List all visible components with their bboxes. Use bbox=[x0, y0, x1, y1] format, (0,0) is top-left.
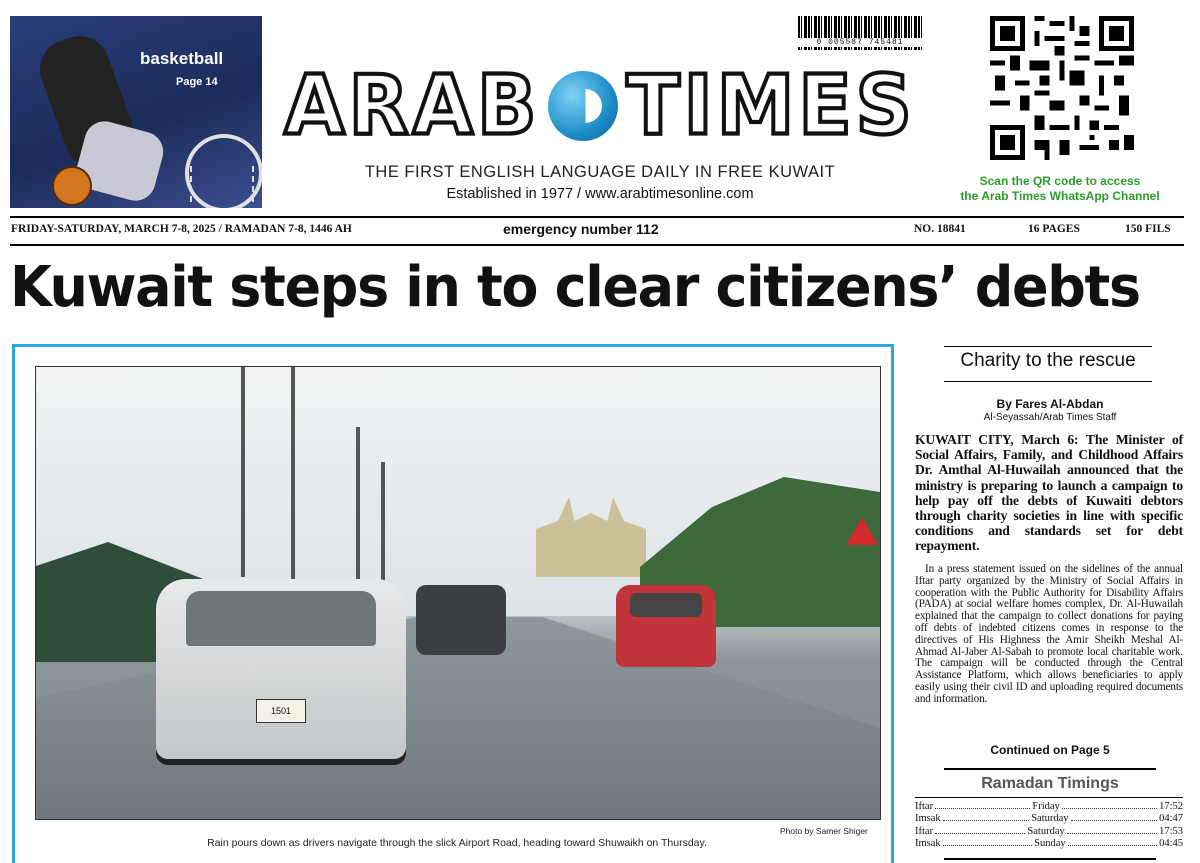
promo-title: basketball bbox=[140, 49, 224, 68]
issue-number: NO. 18841 bbox=[914, 223, 966, 235]
continued-link[interactable]: Continued on Page 5 bbox=[990, 743, 1110, 757]
red-car-image bbox=[616, 585, 716, 667]
established-line: Established in 1977 / www.arabtimesonline.com bbox=[446, 186, 754, 202]
timing-row bbox=[915, 826, 1183, 838]
article-body: In a press statement issued on the sidelines of the annual Iftar party organized by the Ministry of Social Affairs in cooperation with the Public Authority for Disability Affairs (PADA) at social welfare homes complex, Dr. Al-Huwailah explained that the campaign to collect donations for paying off debts of indebted citizens comes in response to the directives of His Highness the Amir Sheikh Meshal Al-Ahmad Al-Jaber Al-Sabah to promote local charitable work. The campaign will be conducted through the Central Assistance Platform, which allows beneficiaries to apply easily using their civil ID and uploading required documents and information. bbox=[915, 563, 1183, 705]
issue-date: FRIDAY-SATURDAY, MARCH 7-8, 2025 / RAMADAN 7-8, 1446 AH bbox=[11, 223, 352, 235]
article-byline: By Fares Al-Abdan bbox=[996, 397, 1104, 411]
timing-label: Imsak bbox=[915, 813, 941, 825]
masthead-word-arab: ARAB bbox=[284, 58, 541, 154]
tagline: THE FIRST ENGLISH LANGUAGE DAILY IN FREE KUWAIT bbox=[364, 163, 836, 181]
silver-car-image bbox=[156, 579, 406, 759]
basketball-icon bbox=[52, 166, 92, 206]
light-pole bbox=[356, 427, 360, 587]
timing-label: Imsak bbox=[915, 837, 941, 849]
timing-label: Iftar bbox=[915, 825, 934, 837]
qr-caption-line2: the Arab Times WhatsApp Channel bbox=[960, 189, 1160, 203]
emergency-number: emergency number 112 bbox=[503, 221, 659, 237]
timing-time: 17:53 bbox=[1159, 825, 1184, 837]
main-headline[interactable]: Kuwait steps in to clear citizens’ debts bbox=[10, 255, 1140, 320]
warning-sign-icon bbox=[846, 517, 878, 545]
masthead-word-times: TIMES bbox=[626, 58, 916, 154]
car-window bbox=[186, 591, 376, 646]
promo-page: Page 14 bbox=[176, 76, 218, 88]
light-pole bbox=[291, 367, 295, 582]
article-kicker[interactable]: Charity to the rescue bbox=[960, 350, 1136, 371]
price: 150 FILS bbox=[1125, 223, 1171, 235]
ramadan-timings-title: Ramadan Timings bbox=[981, 775, 1119, 792]
timing-day: Saturday bbox=[1031, 813, 1069, 825]
timing-time: 04:45 bbox=[1159, 837, 1183, 849]
date-bar bbox=[10, 216, 1184, 246]
timing-time: 04:47 bbox=[1159, 813, 1184, 825]
car-window bbox=[630, 593, 702, 617]
timing-row bbox=[915, 838, 1183, 850]
divider bbox=[915, 797, 1183, 798]
net-icon bbox=[190, 166, 254, 202]
timing-time: 17:52 bbox=[1159, 801, 1184, 812]
timing-label: Iftar bbox=[915, 801, 934, 812]
timing-day: Saturday bbox=[1027, 825, 1065, 837]
qr-caption-line1: Scan the QR code to access bbox=[979, 174, 1141, 188]
timing-row bbox=[915, 801, 1183, 813]
sports-promo[interactable] bbox=[10, 16, 262, 208]
barcode-number: 0 005587 745481 bbox=[790, 38, 930, 47]
photo-caption: Rain pours down as drivers navigate through the slick Airport Road, heading toward Shuwaikh on Thursday. bbox=[207, 837, 707, 849]
photo-credit: Photo by Samer Shiger bbox=[780, 826, 868, 836]
light-pole bbox=[241, 367, 245, 577]
globe-icon bbox=[548, 71, 618, 141]
page-count: 16 PAGES bbox=[1028, 223, 1080, 235]
article-lede: KUWAIT CITY, March 6: The Minister of Social Affairs, Family, and Childhood Affairs Dr. Amthal Al-Huwailah announced that the ministry is preparing to launch a campaign to help pay off the debts of Kuwaiti debtors through charity societies in line with specific conditions and standards set for debt repayment. bbox=[915, 432, 1183, 554]
qr-code-icon[interactable] bbox=[990, 16, 1134, 160]
timing-day: Sunday bbox=[1034, 837, 1066, 849]
divider bbox=[944, 768, 1156, 770]
qr-caption bbox=[935, 174, 1185, 204]
dark-suv-image bbox=[416, 585, 506, 655]
divider bbox=[944, 858, 1156, 860]
timing-row bbox=[915, 813, 1183, 825]
masthead-logo bbox=[275, 58, 925, 154]
rain-road-photo[interactable] bbox=[35, 366, 881, 820]
light-pole bbox=[381, 462, 385, 582]
ramadan-timings-list bbox=[915, 801, 1183, 850]
license-plate: 1501 bbox=[256, 699, 306, 723]
article-staff: Al-Seyassah/Arab Times Staff bbox=[983, 412, 1117, 423]
timing-day: Friday bbox=[1032, 801, 1060, 812]
